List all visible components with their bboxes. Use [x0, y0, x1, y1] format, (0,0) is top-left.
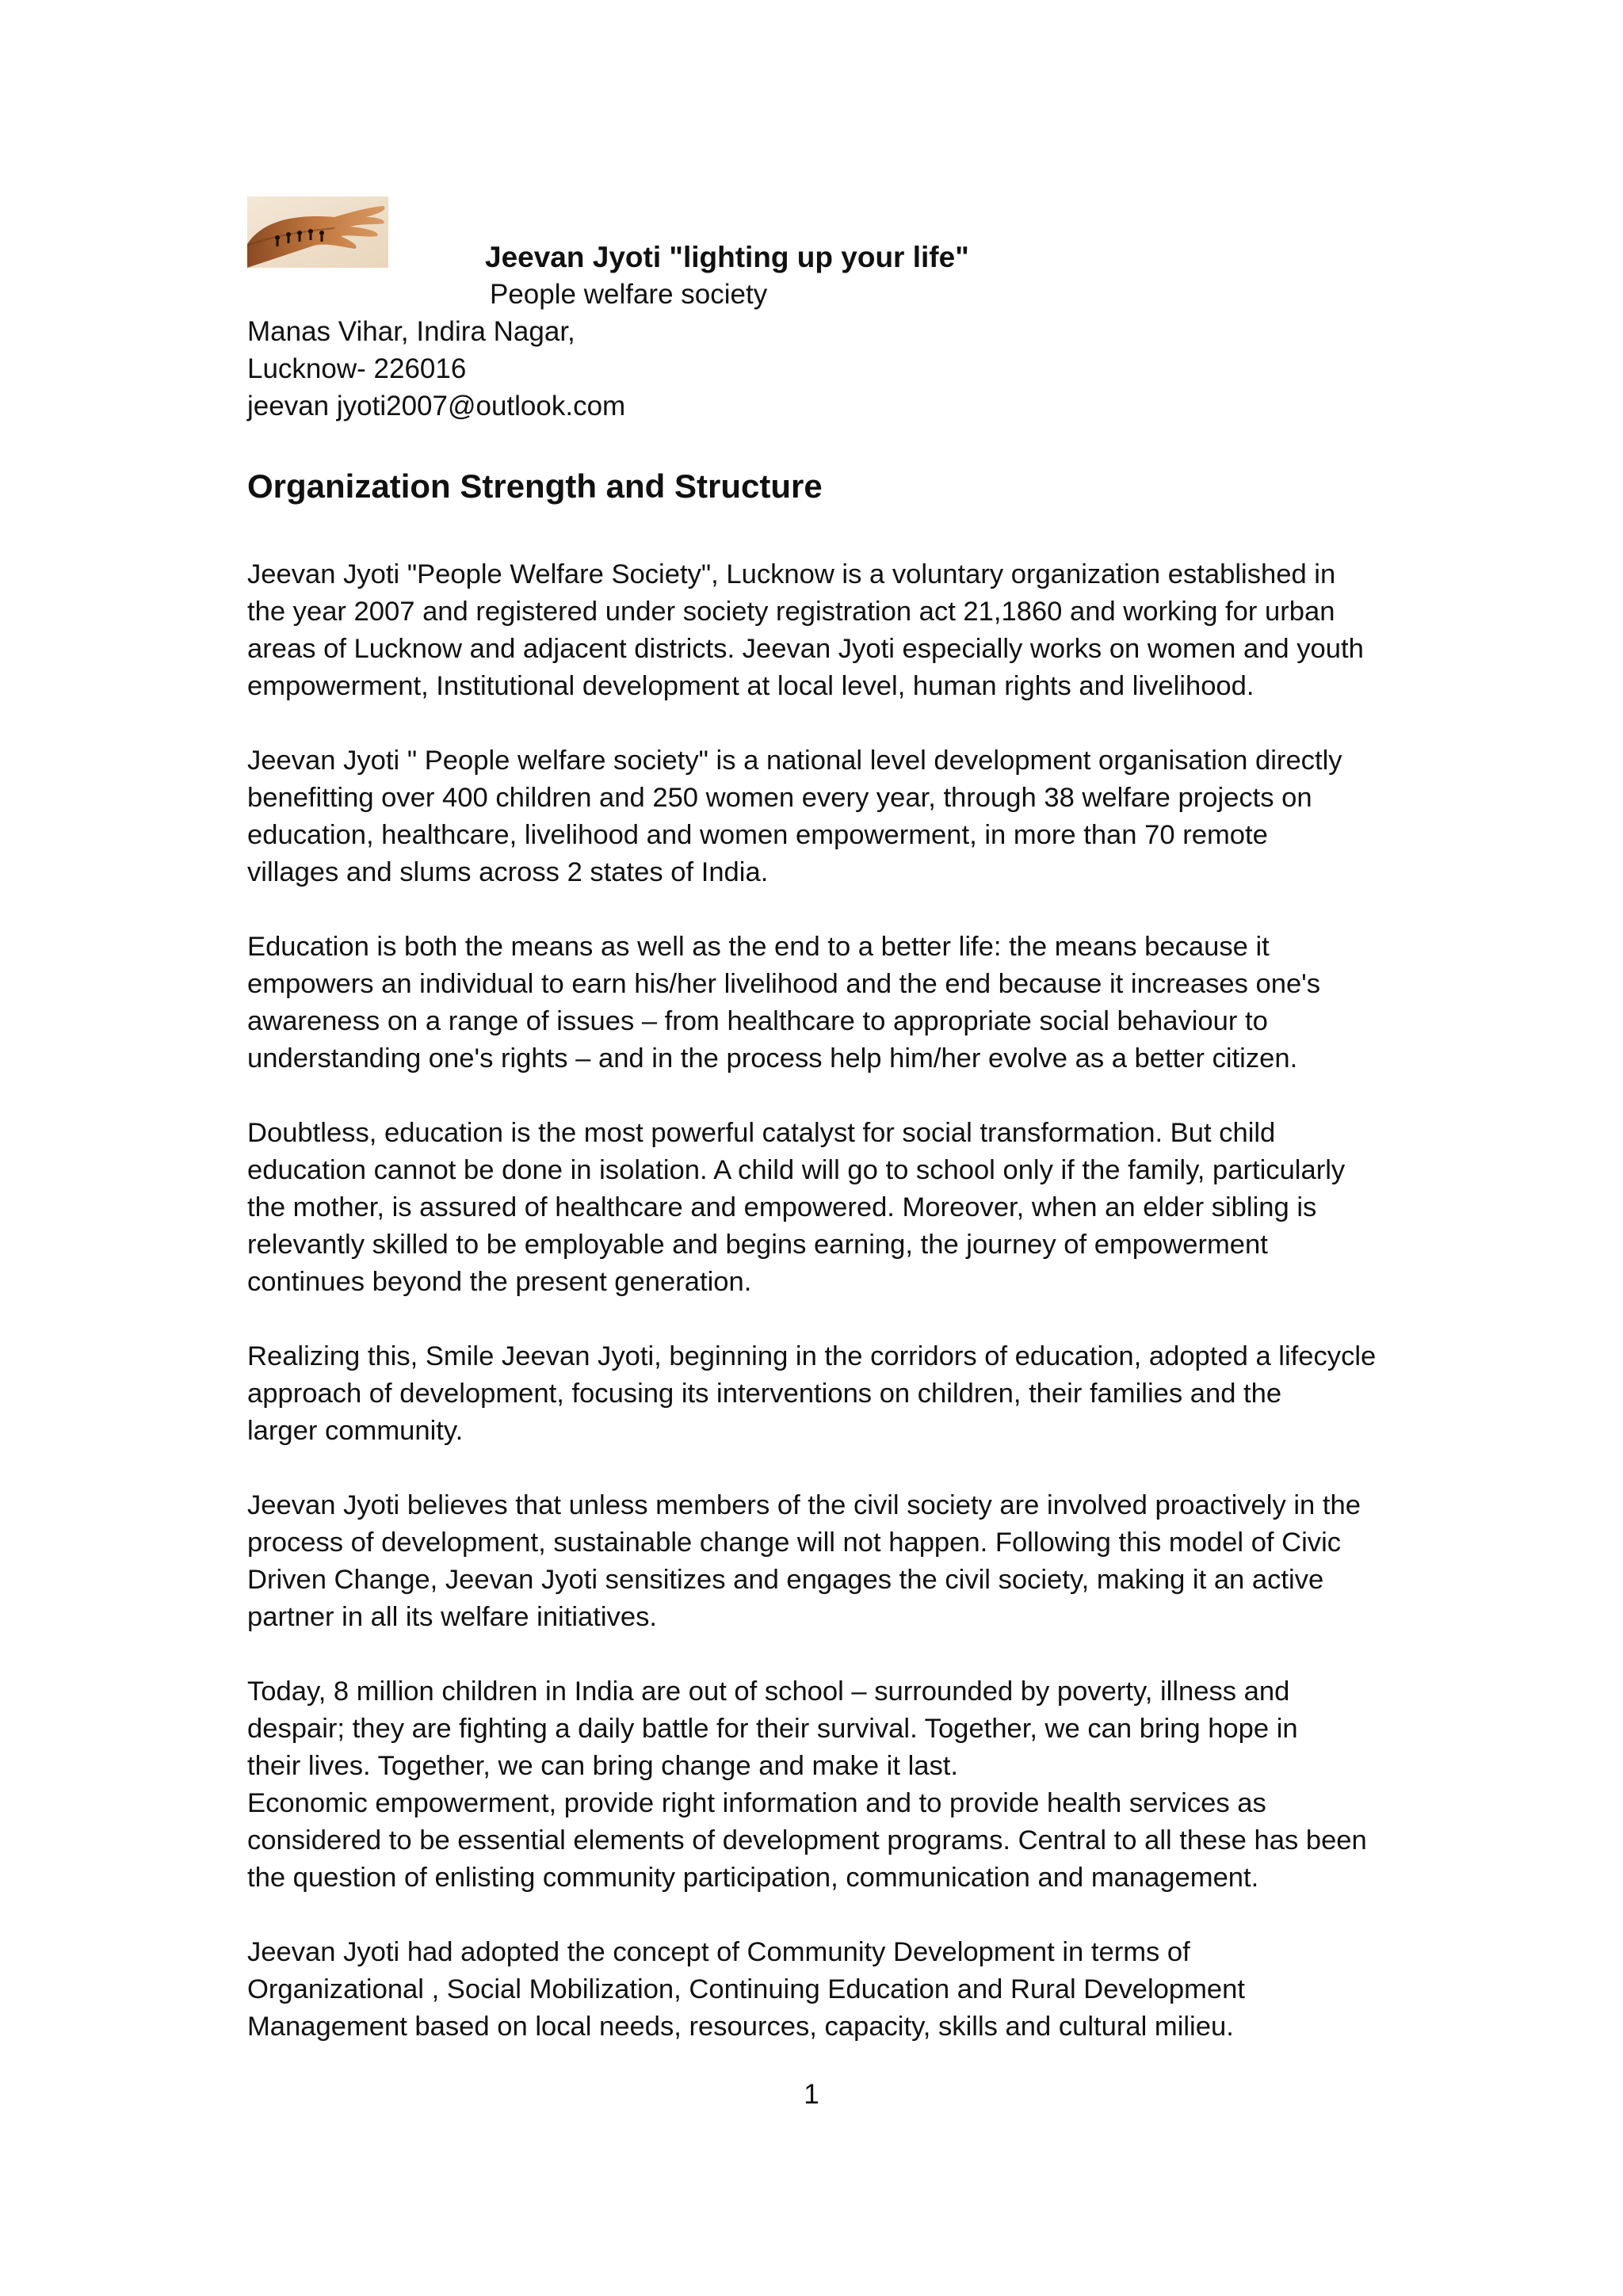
paragraph-economic — [247, 1785, 1388, 1897]
paragraph-catalyst — [247, 1115, 1388, 1301]
paragraph-civil-society — [247, 1487, 1388, 1636]
text-line: benefitting over 400 children and 250 women every year, through 38 welfare projects on — [247, 783, 1312, 813]
text-line: villages and slums across 2 states of India. — [247, 857, 769, 887]
text-line: the mother, is assured of healthcare and empowered. Moreover, when an elder sibling is — [247, 1192, 1317, 1222]
text-line: empowerment, Institutional development at local level, human rights and livelihood. — [247, 671, 1254, 701]
text-line: Doubtless, education is the most powerful catalyst for social transformation. But child — [247, 1118, 1276, 1148]
text-line: the question of enlisting community participation, communication and management. — [247, 1863, 1259, 1893]
hand-with-figures-icon — [247, 196, 388, 268]
paragraph-intro — [247, 556, 1388, 705]
text-line: Management based on local needs, resources, capacity, skills and cultural milieu. — [247, 2012, 1234, 2042]
text-line: considered to be essential elements of development programs. Central to all these has been — [247, 1825, 1367, 1855]
text-line: understanding one's rights – and in the process help him/her evolve as a better citizen. — [247, 1043, 1298, 1074]
text-line: process of development, sustainable change will not happen. Following this model of Civic — [247, 1527, 1342, 1558]
text-line: awareness on a range of issues – from healthcare to appropriate social behaviour to — [247, 1006, 1268, 1036]
text-line: the year 2007 and registered under society registration act 21,1860 and working for urban — [247, 597, 1335, 627]
text-line: education, healthcare, livelihood and women empowerment, in more than 70 remote — [247, 820, 1268, 850]
text-line: Jeevan Jyoti " People welfare society" is a national level development organisation directly — [247, 746, 1342, 776]
organization-name: Jeevan Jyoti "lighting up your life" — [485, 241, 969, 273]
text-line: Jeevan Jyoti "People Welfare Society", Lucknow is a voluntary organization established in — [247, 559, 1336, 589]
paragraph-community-development — [247, 1934, 1388, 2046]
section-heading: Organization Strength and Structure — [247, 467, 823, 505]
page-number: 1 — [804, 2079, 819, 2110]
paragraph-education — [247, 929, 1388, 1077]
text-line: Driven Change, Jeevan Jyoti sensitizes and engages the civil society, making it an active — [247, 1565, 1324, 1595]
address-line-city: Lucknow- 226016 — [247, 353, 467, 384]
text-line: Education is both the means as well as the end to a better life: the means because it — [247, 932, 1270, 962]
organization-subtitle: People welfare society — [490, 279, 768, 310]
text-line: approach of development, focusing its interventions on children, their families and the — [247, 1379, 1282, 1409]
text-line: larger community. — [247, 1416, 464, 1446]
text-line: their lives. Together, we can bring change and make it last. — [247, 1751, 958, 1781]
text-line: Realizing this, Smile Jeevan Jyoti, beginning in the corridors of education, adopted a lifecycle — [247, 1341, 1377, 1371]
paragraph-today — [247, 1673, 1388, 1785]
text-line: Jeevan Jyoti believes that unless members of the civil society are involved proactively in the — [247, 1490, 1361, 1520]
text-line: Jeevan Jyoti had adopted the concept of Community Development in terms of — [247, 1937, 1190, 1967]
text-line: continues beyond the present generation. — [247, 1267, 752, 1297]
text-line: empowers an individual to earn his/her livelihood and the end because it increases one's — [247, 969, 1321, 999]
address-line-email: jeevan jyoti2007@outlook.com — [247, 391, 626, 421]
body-text — [247, 556, 1388, 2083]
paragraph-lifecycle — [247, 1338, 1388, 1450]
text-line: partner in all its welfare initiatives. — [247, 1602, 657, 1632]
text-line: Organizational , Social Mobilization, Continuing Education and Rural Development — [247, 1974, 1245, 2004]
text-line: Economic empowerment, provide right information and to provide health services as — [247, 1788, 1266, 1818]
text-line: education cannot be done in isolation. A child will go to school only if the family, particularly — [247, 1155, 1346, 1185]
address-block — [247, 313, 625, 425]
text-line: despair; they are fighting a daily battle for their survival. Together, we can bring hope in — [247, 1714, 1298, 1744]
address-line-street: Manas Vihar, Indira Nagar, — [247, 316, 575, 347]
text-line: areas of Lucknow and adjacent districts. Jeevan Jyoti especially works on women and youth — [247, 634, 1364, 664]
text-line: relevantly skilled to be employable and begins earning, the journey of empowerment — [247, 1230, 1268, 1260]
paragraph-reach — [247, 742, 1388, 891]
text-line: Today, 8 million children in India are out of school – surrounded by poverty, illness and — [247, 1676, 1290, 1707]
